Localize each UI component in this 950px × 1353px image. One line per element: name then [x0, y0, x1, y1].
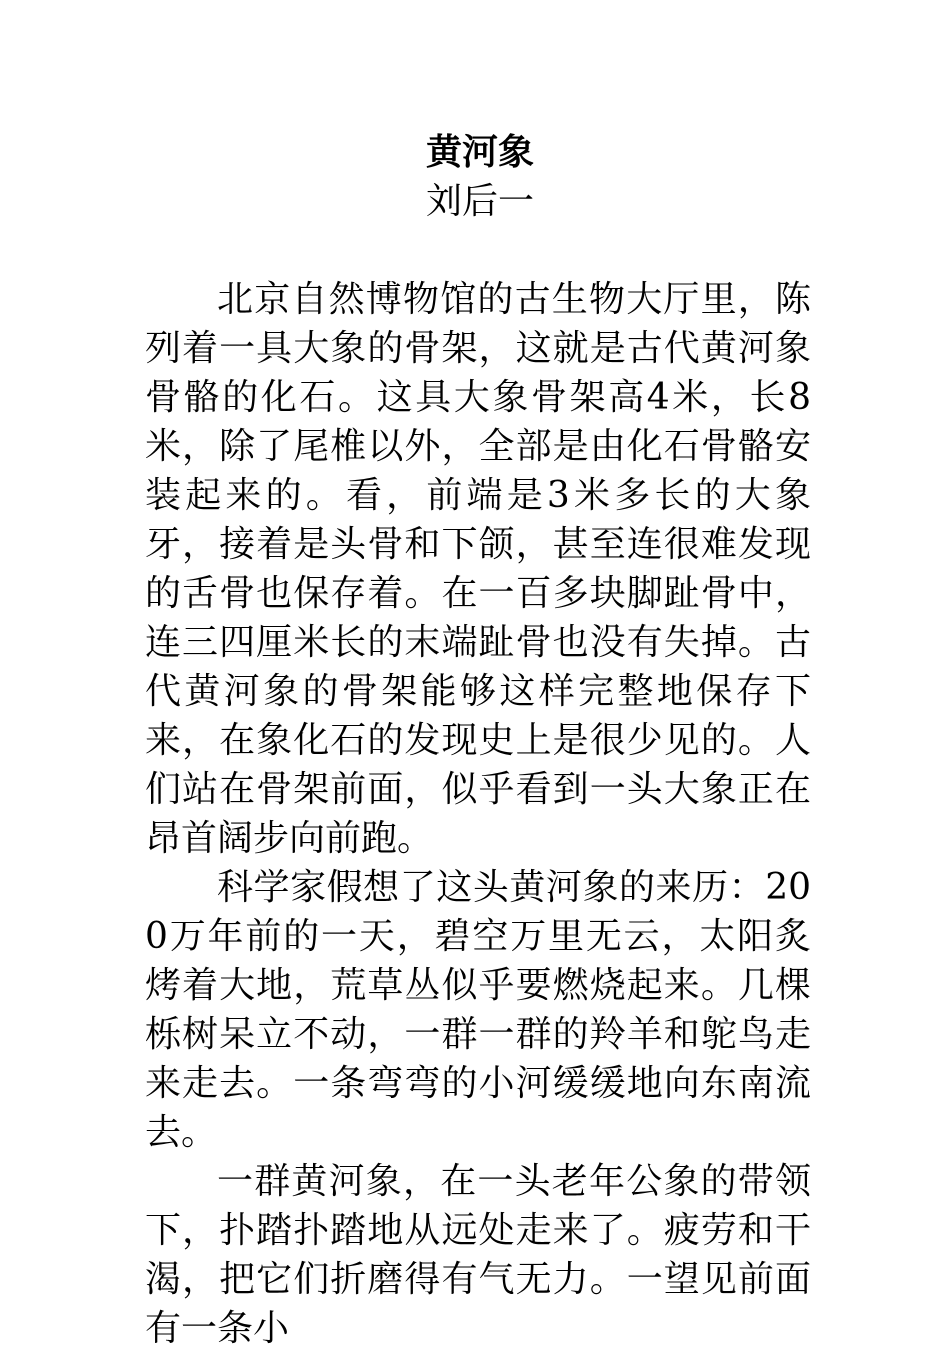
paragraph-2: 科学家假想了这头黄河象的来历：200万年前的一天，碧空万里无云，太阳炙烤着大地，荒草丛似乎要燃烧起来。几棵栎树呆立不动，一群一群的羚羊和鸵鸟走来走去。一条弯弯的小河缓缓地向东南流去。: [145, 867, 811, 1153]
document-title: 黄河象: [425, 131, 534, 173]
paragraph-3: 一群黄河象，在一头老年公象的带领下，扑踏扑踏地从远处走来了。疲劳和干渴，把它们折磨得有气无力。一望见前面有一条小: [145, 1161, 811, 1349]
document-page: [145, 128, 811, 1353]
document-author: 刘后一: [425, 181, 534, 222]
title-spacer: [145, 226, 811, 275]
paragraph-1: 北京自然博物馆的古生物大厅里，陈列着一具大象的骨架，这就是古代黄河象骨骼的化石。这具大象骨架高4米，长8米，除了尾椎以外，全部是由化石骨骼安装起来的。看，前端是3米多长的大象牙，接着是头骨和下颌，甚至连很难发现的舌骨也保存着。在一百多块脚趾骨中，连三四厘米长的末端趾骨也没有失掉。古代黄河象的骨架能够这样完整地保存下来，在象化石的发现史上是很少见的。人们站在骨架前面，似乎看到一头大象正在昂首阔步向前跑。: [145, 279, 811, 859]
